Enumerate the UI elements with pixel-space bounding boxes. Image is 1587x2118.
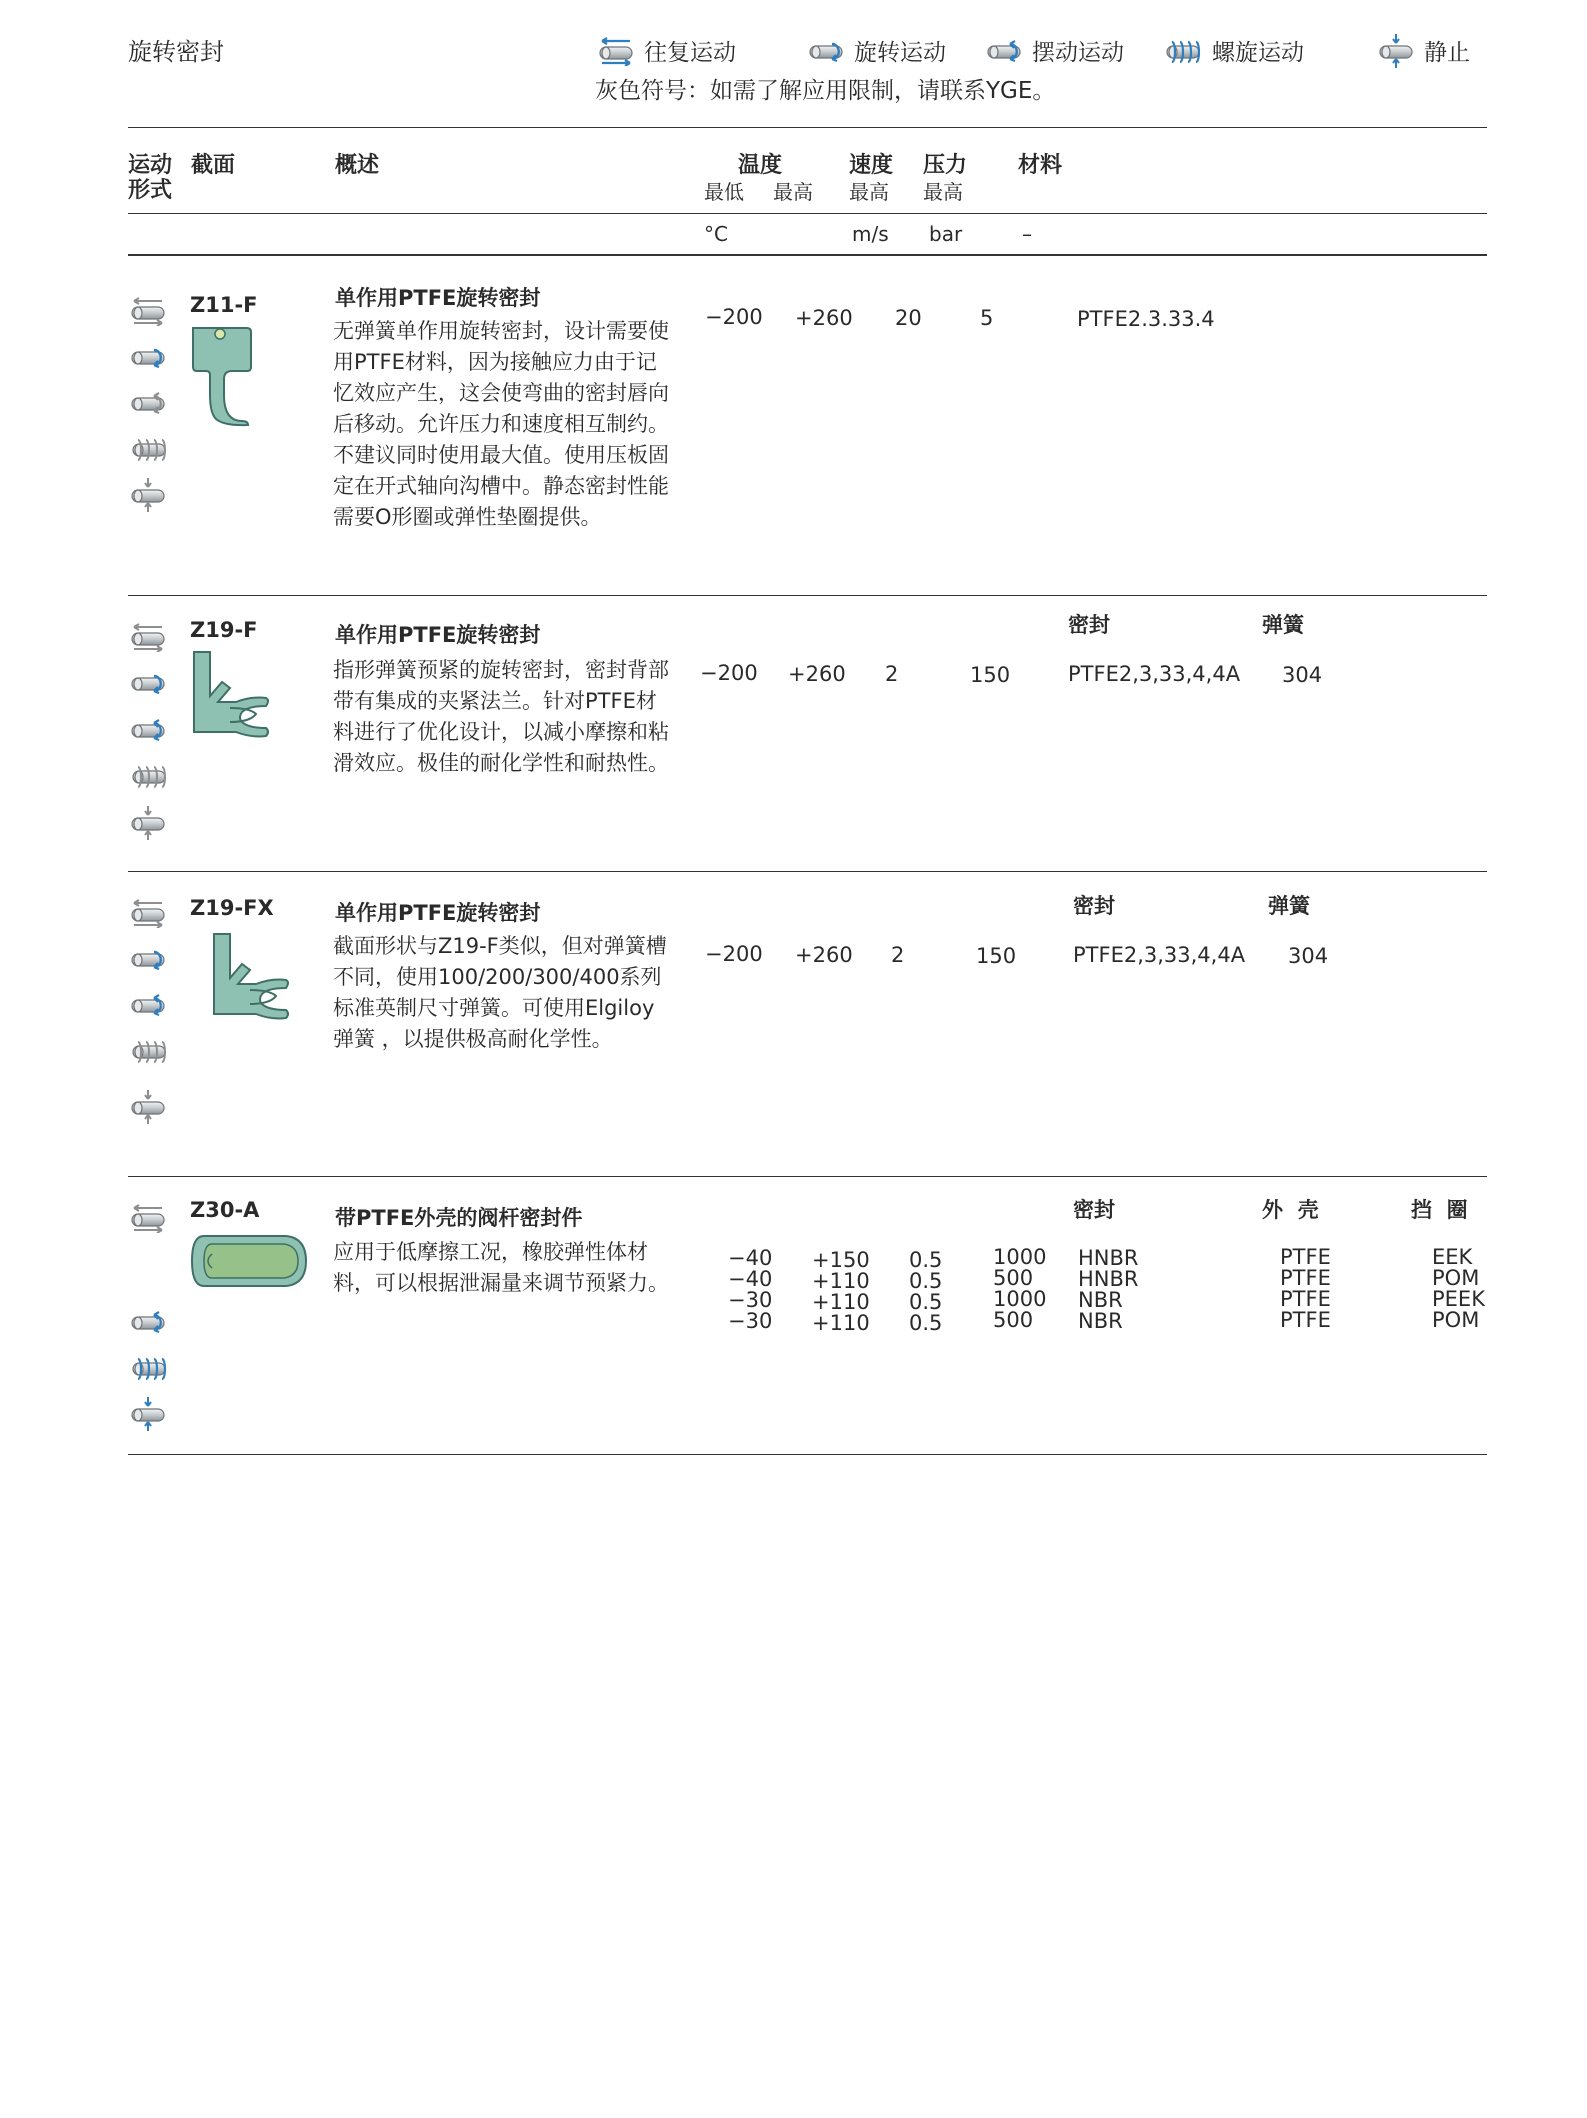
reciprocating-motion-icon	[128, 1203, 168, 1233]
col-material: 材料	[1018, 153, 1063, 178]
col-overview: 概述	[335, 153, 380, 178]
col-temperature: 温度	[738, 153, 783, 178]
static-icon	[128, 804, 168, 842]
row-description: 无弹簧单作用旋转密封，设计需要使用PTFE材料，因为接触应力由于记忆效应产生，这会使弯曲的密封唇向后移动。允许压力和速度相互制约。不建议同时使用最大值。使用压板固定在开式轴向沟槽中。静态密封性能需要O形圈或弹性垫圈提供。	[333, 319, 669, 529]
temp-max: +260	[795, 306, 853, 330]
speed-list	[909, 1250, 942, 1334]
seal-label: 密封	[1068, 613, 1110, 637]
ring-material: POM	[1432, 1266, 1480, 1290]
col-speed: 速度	[849, 153, 894, 178]
ring-material: PEEK	[1432, 1287, 1485, 1311]
helical-motion-icon	[1162, 36, 1204, 66]
legend-reciprocating-label: 往复运动	[644, 40, 736, 66]
temp-min: −40	[728, 1246, 773, 1270]
row-description: 应用于低摩擦工况，橡胶弹性体材料，可以根据泄漏量来调节预紧力。	[333, 1240, 669, 1295]
oscillating-motion-icon	[128, 388, 168, 418]
reciprocating-motion-icon	[128, 898, 168, 928]
unit-temp: °C	[704, 222, 728, 246]
oscillating-motion-icon	[128, 715, 168, 745]
pressure-list	[993, 1247, 1046, 1331]
speed-max: 0.5	[909, 1248, 943, 1272]
rotary-motion-icon	[806, 36, 846, 66]
temp-min: −200	[705, 305, 763, 329]
pressure-max: 150	[970, 663, 1011, 687]
spring-material: 304	[1288, 944, 1329, 968]
ring-label: 挡 圈	[1411, 1198, 1468, 1222]
speed-max: 0.5	[909, 1269, 943, 1293]
profile-code: Z11-F	[190, 293, 258, 317]
ring-material-list	[1432, 1247, 1485, 1331]
temp-min: −40	[728, 1267, 773, 1291]
pressure-max: 500	[993, 1266, 1034, 1290]
static-icon	[1376, 32, 1416, 70]
seal-material-list	[1078, 1248, 1139, 1332]
temp-max-list	[812, 1250, 870, 1334]
spring-label: 弹簧	[1262, 613, 1304, 637]
helical-motion-icon	[128, 761, 170, 791]
shell-material: PTFE	[1280, 1266, 1331, 1290]
divider	[128, 1176, 1487, 1177]
reciprocating-motion-icon	[596, 36, 636, 66]
seal-profile-image	[210, 930, 292, 1030]
col-motion-line2: 形式	[128, 178, 173, 203]
seal-label: 密封	[1073, 1198, 1115, 1222]
temp-max: +260	[788, 662, 846, 686]
shell-material-list	[1280, 1247, 1331, 1331]
temp-max: +260	[795, 943, 853, 967]
helical-motion-icon	[128, 1036, 170, 1066]
static-icon	[128, 1395, 168, 1433]
unit-pressure: bar	[929, 222, 963, 246]
row-title: 带PTFE外壳的阀杆密封件	[335, 1206, 583, 1230]
unit-speed: m/s	[852, 222, 889, 246]
seal-label: 密封	[1073, 894, 1115, 918]
oscillating-motion-icon	[128, 1307, 168, 1337]
seal-material: HNBR	[1078, 1246, 1139, 1270]
profile-code: Z30-A	[190, 1198, 260, 1222]
ring-material: EEK	[1432, 1245, 1473, 1269]
col-pressure-max: 最高	[923, 180, 963, 204]
temp-min: −200	[705, 942, 763, 966]
material: PTFE2.3.33.4	[1077, 307, 1215, 331]
seal-material: NBR	[1078, 1309, 1123, 1333]
helical-motion-icon	[128, 1353, 170, 1383]
divider	[128, 1454, 1487, 1455]
col-section: 截面	[191, 153, 236, 178]
rotary-motion-icon	[128, 944, 168, 974]
material: PTFE2,3,33,4,4A	[1073, 943, 1246, 967]
speed-max: 0.5	[909, 1290, 943, 1314]
temp-min-list	[728, 1248, 772, 1332]
oscillating-motion-icon	[984, 36, 1024, 66]
temp-max: +110	[812, 1311, 870, 1335]
temp-min: −30	[728, 1309, 773, 1333]
legend-helical-label: 螺旋运动	[1212, 40, 1304, 66]
temp-min: −30	[728, 1288, 773, 1312]
divider	[128, 254, 1487, 256]
static-icon	[128, 476, 168, 514]
divider	[128, 127, 1487, 128]
reciprocating-motion-icon	[128, 622, 168, 652]
col-motion-line1: 运动	[128, 153, 173, 178]
row-title: 单作用PTFE旋转密封	[335, 286, 541, 310]
pressure-max: 1000	[993, 1287, 1047, 1311]
seal-profile-image	[190, 1232, 308, 1294]
temp-max: +110	[812, 1290, 870, 1314]
pressure-max: 5	[980, 306, 994, 330]
shell-label: 外 壳	[1262, 1198, 1319, 1222]
legend-static-label: 静止	[1424, 40, 1470, 66]
col-temp-min: 最低	[704, 180, 744, 204]
pressure-max: 1000	[993, 1245, 1047, 1269]
spring-label: 弹簧	[1268, 894, 1310, 918]
speed-max: 2	[891, 943, 905, 967]
shell-material: PTFE	[1280, 1308, 1331, 1332]
legend-note: 灰色符号：如需了解应用限制，请联系YGE。	[595, 78, 1056, 104]
profile-code: Z19-FX	[190, 896, 274, 920]
row-title: 单作用PTFE旋转密封	[335, 623, 541, 647]
speed-max: 20	[895, 306, 922, 330]
seal-material: NBR	[1078, 1288, 1123, 1312]
temp-min: −200	[700, 661, 758, 685]
col-pressure: 压力	[923, 153, 968, 178]
row-title: 单作用PTFE旋转密封	[335, 901, 541, 925]
reciprocating-motion-icon	[128, 296, 168, 326]
rotary-motion-icon	[128, 342, 168, 372]
seal-material: HNBR	[1078, 1267, 1139, 1291]
speed-max: 2	[885, 662, 899, 686]
col-temp-max: 最高	[773, 180, 813, 204]
helical-motion-icon	[128, 434, 170, 464]
temp-max: +110	[812, 1269, 870, 1293]
page-title: 旋转密封	[128, 38, 224, 66]
col-speed-max: 最高	[849, 180, 889, 204]
speed-max: 0.5	[909, 1311, 943, 1335]
divider	[128, 213, 1487, 214]
seal-profile-image	[190, 648, 272, 748]
unit-material: –	[1022, 222, 1032, 246]
rotary-motion-icon	[128, 668, 168, 698]
shell-material: PTFE	[1280, 1245, 1331, 1269]
ring-material: POM	[1432, 1308, 1480, 1332]
shell-material: PTFE	[1280, 1287, 1331, 1311]
temp-max: +150	[812, 1248, 870, 1272]
divider	[128, 595, 1487, 596]
oscillating-motion-icon	[128, 990, 168, 1020]
pressure-max: 500	[993, 1308, 1034, 1332]
row-description: 截面形状与Z19-F类似，但对弹簧槽不同，使用100/200/300/400系列标准英制尺寸弹簧。可使用Elgiloy弹簧 ，以提供极高耐化学性。	[333, 934, 667, 1051]
row-description: 指形弹簧预紧的旋转密封，密封背部带有集成的夹紧法兰。针对PTFE材料进行了优化设计，以减小摩擦和粘滑效应。极佳的耐化学性和耐热性。	[333, 658, 669, 775]
pressure-max: 150	[976, 944, 1017, 968]
static-icon	[128, 1088, 168, 1126]
spring-material: 304	[1282, 663, 1323, 687]
seal-profile-image	[190, 325, 254, 431]
material: PTFE2,3,33,4,4A	[1068, 662, 1241, 686]
legend-rotary-label: 旋转运动	[854, 40, 946, 66]
profile-code: Z19-F	[190, 618, 258, 642]
legend-oscillating-label: 摆动运动	[1032, 40, 1124, 66]
divider	[128, 871, 1487, 872]
